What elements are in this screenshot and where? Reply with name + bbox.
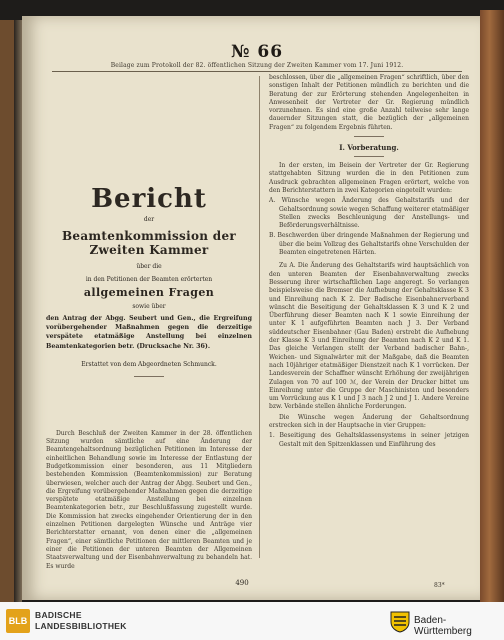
footer-bar — [0, 602, 504, 640]
section-rule — [354, 136, 384, 137]
blb-logo[interactable]: BLB — [6, 609, 30, 633]
title-connector-ueber: über die — [136, 263, 162, 270]
section-heading: I. Vorberatung. — [339, 143, 399, 153]
library-name-line1: BADISCHE — [35, 610, 82, 620]
column-rule — [259, 76, 260, 558]
page-number: 490 — [235, 579, 249, 587]
title-connector: der — [143, 216, 155, 223]
book-gutter-shadow — [14, 20, 22, 602]
title-connector-sowie: sowie über — [132, 303, 166, 310]
report-title: Bericht — [91, 184, 207, 214]
header-note: Beilage zum Protokoll der 82. öffentlichen Sitzung der Zweiten Kammer vom 17. Juni 1912. — [110, 62, 404, 69]
petitions-line: in den Petitionen der Beamten erörterten — [85, 276, 213, 283]
paragraph-gehaltsordnung: Die Wünsche wegen Änderung der Gehaltsordnung erstrecken sich in der Hauptsache in vier Gruppen: — [269, 413, 469, 429]
library-name[interactable] — [35, 610, 215, 632]
paragraph-zu-a: Zu A. Die Änderung des Gehaltstarifs wird hauptsächlich von den unteren Beamten der Eisenbahnverwaltung zwecks Besserung ihrer wirtschaftlichen Lage angeregt. So verlangen beispielsweise die Bremser die Aufhebung der Gehaltsklasse K 3 und Einreihung nach K 2. Der Badische Eisenbahnerverband wünscht die Beseitigung der Gehaltsklassen K 3 und K 2 und Überführung dieser Beamten nach K 1 sowie Einreihung der unter K 1 aufgeführten Beamten nach J 3. Der Verband süddeutscher Eisenbahner (Gau Baden) erstrebt die Aufhebung der Klasse K 3 und Einreihung der Beamten nach K 2 und K 1. Das gleiche Verlangen stellt der Verband badischer Bahn-, Weichen- und Signalwärter mit der Maßgabe, daß die Beamten nach 10jähriger etatmäßiger Dienstzeit nach K 1 vorrücken. Der Landesverein der Schaffner wünscht Erhöhung der zweijährigen Zulagen von 70 auf 100 ℳ, der Verein der Drucker bittet um Einreihung unter die Gruppe der Maschinisten und besonders um Vorrückung aus K 1 und J 3 nach J 2 und J 1. Andere Vereine bzw. Verbände stellen ähnliche Forderungen. — [269, 262, 469, 411]
document-number: № 66 — [230, 42, 284, 62]
body-paragraph-continued: beschlossen, über die „allgemeinen Fragen“ schriftlich, über den sonstigen Inhalt der Petitionen mündlich zu berichten und die Beratung der zur Erörterung stehenden Angelegenheiten in Anwesenheit der Vertreter der Gr. Regierung mündlich vorzunehmen. Es sind eine große Anzahl teilweise sehr lange dauernder Sitzungen statt, die bezüglich der „allgemeinen Fragen“ zu folgendem Ergebnis führten. — [269, 74, 469, 131]
signature-mark: 83* — [434, 582, 445, 589]
left-column — [46, 74, 252, 570]
list-item-a: A. Wünsche wegen Änderung des Gehaltstarifs und der Gehaltsordnung sowie wegen Schaffung weiterer etatmäßiger Stellen zwecks Beschleunigung der Anstellungs- und Beförderungsverhältnisse. — [269, 197, 469, 230]
list-item-b: B. Beschwerden über dringende Maßnahmen der Regierung und über die beim Vollzug des Gehaltstarifs ohne Verschulden der Beamten eingetretenen Härten. — [269, 232, 469, 257]
document-page — [22, 16, 480, 600]
state-label[interactable]: Baden-Württemberg — [414, 615, 472, 637]
book-cover-edge — [0, 20, 14, 602]
library-name-line2: LANDESBIBLIOTHEK — [35, 621, 127, 631]
commission-name: Beamtenkommission der Zweiten Kammer — [61, 229, 237, 257]
right-column — [269, 74, 469, 564]
header-rule — [52, 71, 462, 72]
body-paragraph: Durch Beschluß der Zweiten Kammer in der 28. öffentlichen Sitzung wurden sämtliche auf eine Änderung der Beamtengehaltsordnung bezüglichen Petitionen im Interesse der einheitlichen Behandlung sowie im Interesse der Entlastung der Budgetkommission einer besonderen, aus 11 Mitgliedern bestehenden Kommission (Beamtenkommission) zur Beratung überwiesen, welcher auch der Antrag der Abgg. Seubert und Gen., die Ergreifung vorübergehender Maßnahmen gegen die derzeitige verspätete etatmäßige Anstellung bei einzelnen Beamtenkategorien betr., zur Beschlußfassung zugestellt wurde. Die Kommission hat zwecks eingehender Orientierung der in den einzelnen Petitionen dargelegten Wünsche und Anträge vier Berichterstatter ernannt, von denen einer die „allgemeinen Fragen“, einer sämtliche Petitionen der mittleren Beamten und je einer die Petitionen der unteren Beamten der Allgemeinen Staatsverwaltung und der Eisenbahnverwaltung zu behandeln hat. Es wurde — [46, 429, 252, 570]
list-item-1: 1. Beseitigung des Gehaltsklassensystems in seiner jetzigen Gestalt mit den Spitzenklassen und Einführung des — [269, 432, 469, 448]
motion-text: den Antrag der Abgg. Seubert und Gen., die Ergreifung vorübergehender Maßnahmen gegen die derzeitige verspätete etatmäßige Anstellung bei einzelnen Beamtenkategorien betr. (Drucksache Nr. 36). — [46, 315, 252, 350]
section-intro: In der ersten, im Beisein der Vertreter der Gr. Regierung stattgehabten Sitzung wurden die in den Petitionen zum Ausdruck gebrachten allgemeinen Fragen erörtert, welche von den Berichterstattern in zwei Kategorien eingeteilt wurden: — [269, 162, 469, 194]
book-fore-edge — [480, 10, 504, 602]
section-rule — [354, 156, 384, 157]
title-rule — [134, 376, 164, 377]
rapporteur-line: Erstattet von dem Abgeordneten Schmunck. — [81, 360, 217, 368]
coat-of-arms-icon — [390, 611, 410, 633]
topic-heading: allgemeinen Fragen — [83, 286, 215, 299]
